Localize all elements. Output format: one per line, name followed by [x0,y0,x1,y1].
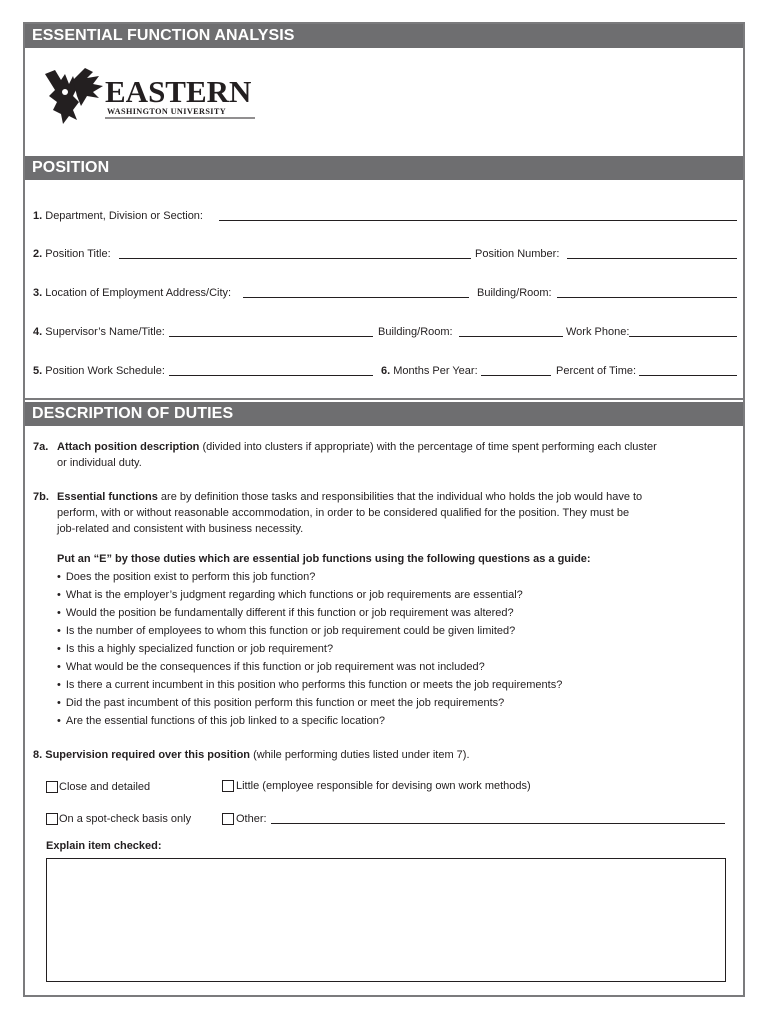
work-phone-label: Work Phone: [566,326,630,338]
guide-question: • Did the past incumbent of this position perform this function or meet the job requirements? [57,696,504,710]
logo-subname: WASHINGTON UNIVERSITY [107,107,227,116]
work-phone-field[interactable] [629,325,737,337]
explain-label: Explain item checked: [46,840,162,852]
position-number-label: Position Number: [475,248,560,260]
form-frame [23,22,745,997]
position-number-field[interactable] [567,247,737,259]
little-label: Little (employee responsible for devising own work methods) [236,780,531,792]
form-title: ESSENTIAL FUNCTION ANALYSIS [32,27,295,44]
eagle-icon [45,68,103,124]
other-checkbox[interactable] [222,813,234,825]
form-title-bar [25,24,743,48]
spot-check-checkbox[interactable] [46,813,58,825]
university-logo [43,66,258,128]
position-title-field[interactable] [119,247,471,259]
guide-question: • What is the employer’s judgment regarding which functions or job requirements are essential? [57,588,523,602]
duties-section-bar [25,402,743,426]
spot-check-label: On a spot-check basis only [59,813,192,825]
location-field[interactable] [243,286,469,298]
guide-title: Put an “E” by those duties which are essential job functions using the following questions as a guide: [57,553,591,565]
close-detailed-checkbox[interactable] [46,781,58,793]
schedule-field[interactable] [169,364,373,376]
guide-question: • Does the position exist to perform this job function? [57,570,315,584]
percent-time-label: Percent of Time: [556,365,637,377]
building-room-label: Building/Room: [477,287,552,299]
department-field[interactable] [219,209,737,221]
department-label: 1. Department, Division or Section: [33,210,203,222]
schedule-label: 5. Position Work Schedule: [33,365,165,377]
q7b-text: Essential functions are by definition those tasks and responsibilities that the individual who holds the job would have to perform, with or without reasonable accommodation, in order to be considered qualified for the position. They must be job-related and consistent with business necessity. [57,491,643,535]
supervisor-building-field[interactable] [459,325,563,337]
q7b-number: 7b. [33,491,49,503]
guide-question: • What would be the consequences if this function or job requirement was not included? [57,660,485,674]
section-divider [25,398,743,400]
months-field[interactable] [481,364,551,376]
building-room-field[interactable] [557,286,737,298]
position-heading: POSITION [32,159,110,176]
position-section-bar [25,156,743,180]
months-label: 6. Months Per Year: [381,365,478,377]
explain-textarea[interactable] [46,858,726,982]
position-title-label: 2. Position Title: [33,248,111,260]
q7a-text: Attach position description (divided into clusters if appropriate) with the percentage of time spent performing each cluster or individual duty. [57,441,657,469]
close-detailed-label: Close and detailed [59,781,151,793]
q8-label: 8. Supervision required over this position (while performing duties listed under item 7). [33,749,470,761]
duties-heading: DESCRIPTION OF DUTIES [32,405,234,422]
supervisor-field[interactable] [169,325,373,337]
guide-question: • Is the number of employees to whom this function or job requirement could be given limited? [57,624,515,638]
guide-question: • Are the essential functions of this job linked to a specific location? [57,714,385,728]
other-label: Other: [236,813,267,825]
guide-question: • Is there a current incumbent in this position who performs this function or meets the job requirements? [57,678,562,692]
location-label: 3. Location of Employment Address/City: [33,287,232,299]
supervisor-label: 4. Supervisor’s Name/Title: [33,326,165,338]
guide-question: • Would the position be fundamentally different if this function or job requirement was altered? [57,606,514,620]
other-field[interactable] [271,812,725,824]
percent-time-field[interactable] [639,364,737,376]
q7a-number: 7a. [33,441,49,453]
logo-name: EASTERN [105,74,252,109]
supervisor-building-label: Building/Room: [378,326,453,338]
guide-question: • Is this a highly specialized function or job requirement? [57,642,333,656]
little-checkbox[interactable] [222,780,234,792]
